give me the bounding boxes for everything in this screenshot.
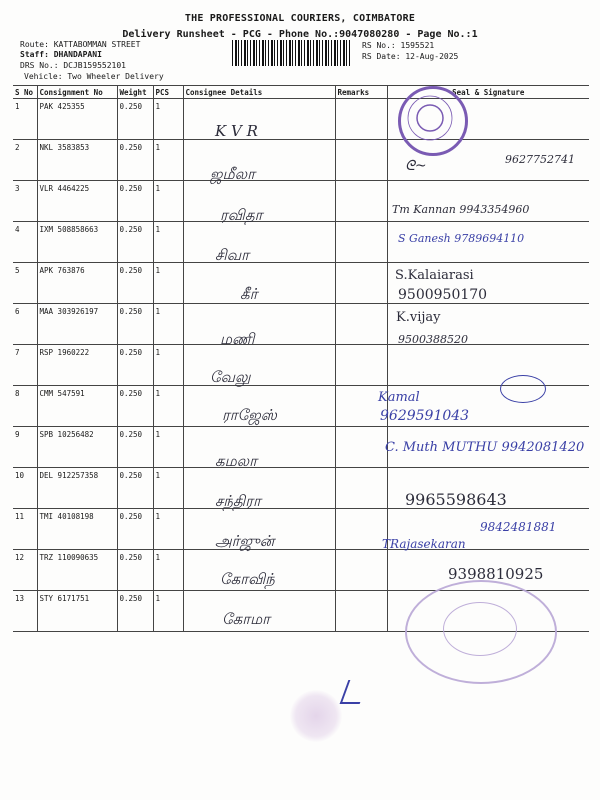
cell-sno: 11 [13,509,37,550]
cell-sno: 9 [13,427,37,468]
cell-sno: 10 [13,468,37,509]
cell-sno: 12 [13,550,37,591]
courier-delivery-stamp [405,580,557,684]
consignee-handwriting: ராஜேஸ் [222,406,277,424]
cell-pcs: 1 [153,304,183,345]
cell-pcs: 1 [153,468,183,509]
table-row [13,140,589,181]
runsheet-subtitle: Delivery Runsheet - PCG - Phone No.:9047080280 - Page No.:1 [122,29,478,40]
cell-pcs: 1 [153,99,183,140]
signature-phone: 9500950170 [398,287,488,303]
cell-remarks [335,345,387,386]
cell-pcs: 1 [153,263,183,304]
col-pcs-header: PCS [153,86,183,99]
cell-consignment-no: STY 6171751 [37,591,117,632]
cell-sno: 2 [13,140,37,181]
cell-consignee-details [183,222,335,263]
rs-no-label: RS No.: 1595521 [362,41,435,50]
cell-weight: 0.250 [117,263,153,304]
staff-label: Staff: DHANDAPANI [20,50,102,59]
cell-weight: 0.250 [117,99,153,140]
consignee-handwriting: சந்திரா [215,492,261,510]
signature-phone: 9965598643 [405,490,507,509]
cell-remarks [335,468,387,509]
barcode [232,40,350,66]
cell-weight: 0.250 [117,386,153,427]
table-header-row [13,86,589,99]
cell-remarks [335,222,387,263]
vehicle-label: Vehicle: Two Wheeler Delivery [24,72,164,81]
signature-name: S.Kalaiarasi [395,268,474,283]
cell-sno: 4 [13,222,37,263]
cell-pcs: 1 [153,591,183,632]
cell-weight: 0.250 [117,181,153,222]
consignee-handwriting: கீர் [240,285,258,303]
signature-name: TRajasekaran [382,537,466,551]
cell-sno: 13 [13,591,37,632]
cell-weight: 0.250 [117,222,153,263]
courier-stamp-inner-ring [443,602,517,656]
consignee-handwriting: கோமா [222,610,270,628]
cell-pcs: 1 [153,427,183,468]
cell-consignment-no: PAK 425355 [37,99,117,140]
consignee-handwriting: ரவிதா [220,206,263,224]
signature-phone: 9627752741 [505,153,575,166]
cell-consignee-details [183,140,335,181]
signature-phone: 9629591043 [380,408,470,424]
consignee-handwriting: வேலு [210,368,251,386]
runsheet-table [13,85,589,632]
check-mark-icon [340,680,369,704]
consignee-handwriting: சிவா [215,246,249,264]
cell-pcs: 1 [153,181,183,222]
signature-phone: Tm Kannan 9943354960 [392,203,530,216]
cell-consignment-no: IXM 508858663 [37,222,117,263]
col-weight-header: Weight [117,86,153,99]
consignee-handwriting: கோவிந் [220,570,275,588]
signature-name: K.vijay [396,310,441,325]
cell-sno: 8 [13,386,37,427]
cell-remarks [335,181,387,222]
consignee-handwriting: அர்ஜுன் [215,532,275,550]
circled-mark-icon [500,375,546,403]
drs-label: DRS No.: DCJB159552101 [20,61,126,70]
col-remarks-header: Remarks [335,86,387,99]
cell-consignment-no: CMM 547591 [37,386,117,427]
cell-consignee-details [183,427,335,468]
cell-consignment-no: DEL 912257358 [37,468,117,509]
cell-weight: 0.250 [117,345,153,386]
cell-remarks [335,304,387,345]
col-consignment-header: Consignment No [37,86,117,99]
cell-remarks [335,263,387,304]
cell-weight: 0.250 [117,140,153,181]
cell-consignee-details [183,263,335,304]
signature-scribble: ᘓ~ [405,158,427,174]
runsheet-title: THE PROFESSIONAL COURIERS, COIMBATORE [184,13,416,24]
signature-phone: C. Muth MUTHU 9942081420 [385,440,585,455]
cell-sno: 1 [13,99,37,140]
cell-remarks [335,99,387,140]
cell-sno: 3 [13,181,37,222]
cell-seal-signature [387,345,589,386]
cell-remarks [335,591,387,632]
cell-consignee-details [183,99,335,140]
cell-sno: 6 [13,304,37,345]
consignee-handwriting: கமலா [215,452,257,470]
cell-consignment-no: TRZ 110090635 [37,550,117,591]
cell-weight: 0.250 [117,550,153,591]
cell-pcs: 1 [153,222,183,263]
signature-phone: S Ganesh 9789694110 [398,232,525,245]
cell-weight: 0.250 [117,509,153,550]
cell-sno: 5 [13,263,37,304]
cell-consignee-details [183,304,335,345]
col-consignee-header: Consignee Details [183,86,335,99]
rs-date-label: RS Date: 12-Aug-2025 [362,52,459,61]
cell-consignment-no: MAA 303926197 [37,304,117,345]
cell-weight: 0.250 [117,468,153,509]
cell-consignment-no: SPB 10256482 [37,427,117,468]
cell-remarks [335,550,387,591]
signature-phone: 9842481881 [480,520,557,534]
signature-name: Kamal [378,390,420,405]
cell-weight: 0.250 [117,427,153,468]
bank-seal-stamp [398,86,468,156]
cell-weight: 0.250 [117,591,153,632]
cell-consignment-no: RSP 1960222 [37,345,117,386]
cell-remarks [335,509,387,550]
cell-pcs: 1 [153,345,183,386]
cell-remarks [335,140,387,181]
table-row [13,345,589,386]
cell-consignee-details [183,345,335,386]
cell-consignment-no: NKL 3583853 [37,140,117,181]
consignee-handwriting: மணி [220,330,255,348]
cell-remarks [335,427,387,468]
consignee-handwriting: K V R [215,122,258,140]
cell-pcs: 1 [153,140,183,181]
route-label: Route: KATTABOMMAN STREET [20,40,141,49]
cell-sno: 7 [13,345,37,386]
cell-weight: 0.250 [117,304,153,345]
table-row [13,263,589,304]
table-row [13,304,589,345]
cell-consignment-no: TMI 40108198 [37,509,117,550]
cell-pcs: 1 [153,550,183,591]
faded-seal-stamp [290,690,342,742]
col-signature-header: Seal & Signature [387,86,589,99]
signature-phone: 9398810925 [448,565,544,583]
cell-consignment-no: VLR 4464225 [37,181,117,222]
cell-pcs: 1 [153,386,183,427]
cell-consignment-no: APK 763876 [37,263,117,304]
signature-phone: 9500388520 [398,333,468,346]
col-sno-header: S No [13,86,37,99]
consignee-handwriting: ஜமீலா [210,165,255,183]
cell-pcs: 1 [153,509,183,550]
table-row [13,99,589,140]
